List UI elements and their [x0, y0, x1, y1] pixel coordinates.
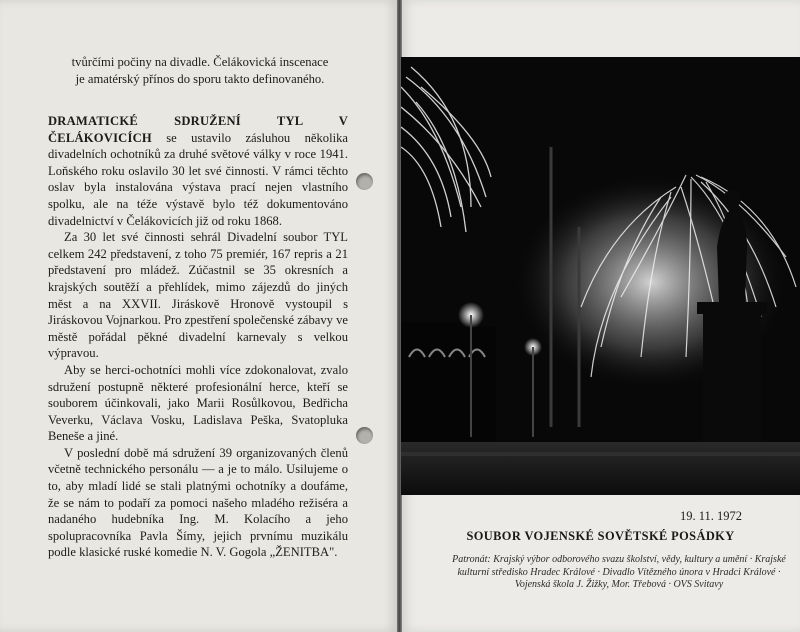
building-silhouette — [401, 322, 496, 457]
square-ground — [401, 442, 800, 495]
article-body — [48, 113, 348, 561]
patronage-text: Patronát: Krajský výbor odborového svazu školství, vědy, kultury a umění · Krajské kulturní středisko Hradec Králové · Divadlo Vítězného února v Hradci Králové · Vojenská škola J. Žižky, Mor. Třebová · OVS Svitavy — [452, 554, 786, 591]
fireworks-photo — [401, 57, 800, 495]
intro-line-1: tvůrčími počiny na divadle. Čelákovická inscenace — [71, 55, 329, 69]
article-paragraph-4: V poslední době má sdružení 39 organizovaných členů včetně technického personálu — a je to málo. Usilujeme o to, aby mladí lidé se stali platnými ochotníky a doufáme, že se nám to podaří za pomoci našeho mladého režiséra a nadaného hudebníka Ing. M. Kolacího a jeho spolupracovníka Pavla Šímy, jejich prvnímu muzikálu podle klasické ruské komedie N. V. Gogola „ŽENITBA". — [48, 445, 348, 560]
fireworks-illustration — [401, 57, 800, 495]
ensemble-title: SOUBOR VOJENSKÉ SOVĚTSKÉ POSÁDKY — [466, 529, 735, 543]
punch-hole-left-bottom — [356, 427, 373, 444]
article-paragraph-3: Aby se herci-ochotníci mohli více zdokonalovat, zvalo sdružení postupně některé profesionální herce, kteří se souborem účinkovali, jako Marii Rosůlkovou, Bedřicha Veverku, Václava Vosku, Ladislava Peška, Svatopluka Beneše a jiné. — [48, 362, 348, 444]
article-paragraph-2: Za 30 let své činnosti sehrál Divadelní soubor TYL celkem 242 představení, z toho 75 premiér, 167 repris a 21 představení pro mládež. Zúčastnil se 35 okresních a krajských soutěží a přehlídek, mimo zájezdů do jiných měst a na XXVII. Jiráskově Hronově vystoupil s Jiráskovou Vojnarkou. Pro zpestření společenské zábavy ve městě pořádal pěkné divadelní karnevaly s velkou výpravou. — [48, 230, 348, 361]
intro-text — [50, 54, 350, 87]
punch-hole-left-top — [356, 173, 373, 190]
performance-date: 19. 11. 1972 — [680, 509, 743, 523]
paragraph-1-text: se ustavilo zásluhou několika divadelních ochotníků za druhé světové války v roce 1941. Loňského roku oslavilo 30 let své činnosti. V rámci těchto oslav byla instalována výstava prací nejen vlastního spolku, ale na téže výstavě bylo též dokumentováno divadelnictví v Čelákovicích již od roku 1868. — [48, 130, 348, 228]
article-paragraph-1 — [48, 113, 348, 229]
article-heading: DRAMATICKÉ SDRUŽENÍ TYL V ČELÁKOVICÍCH — [48, 114, 348, 145]
intro-line-2: je amatérský přínos do sporu takto definovaného. — [75, 71, 325, 86]
